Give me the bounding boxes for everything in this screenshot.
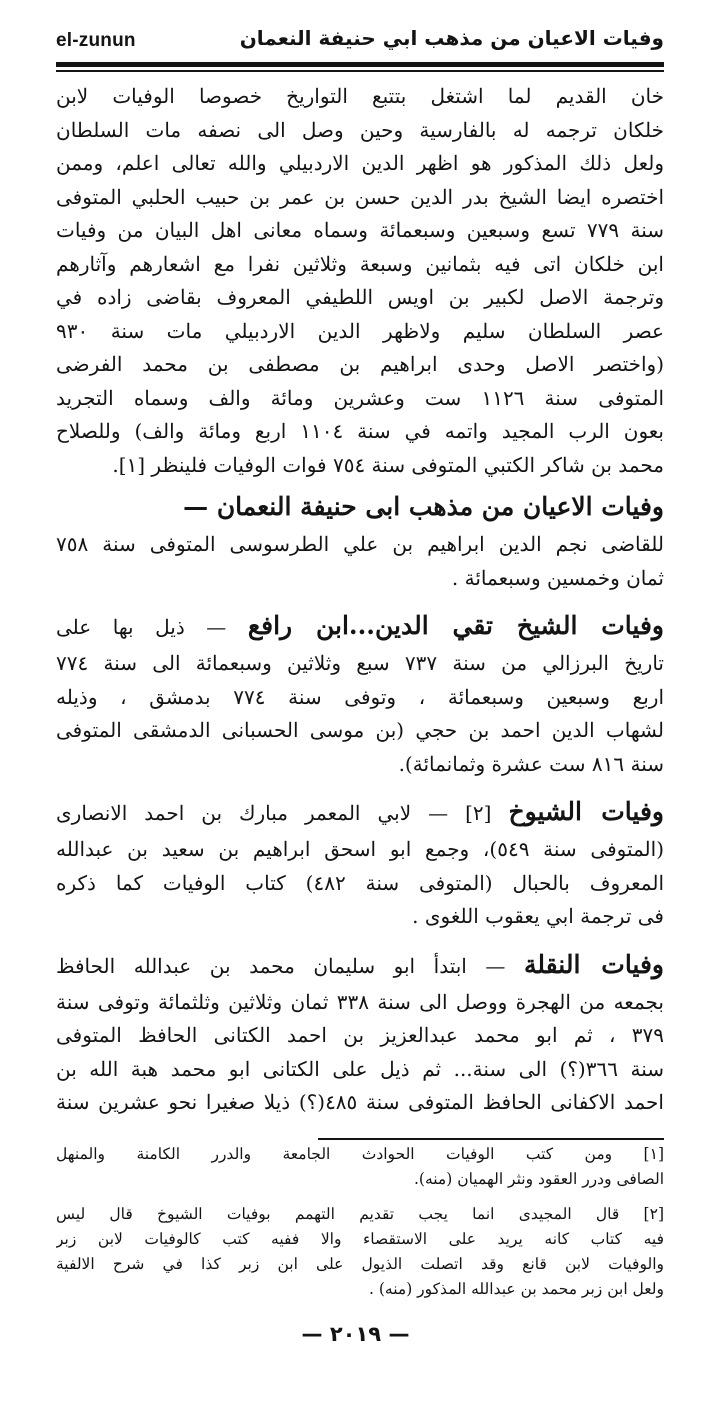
text-line: اختصره ايضا الشيخ بدر الدين حسن بن عمر بن حبيب الحلبي المتوفى [56, 184, 664, 209]
text-line: سنة ٧٧٩ تسع وسبعين وسبعمائة وسماه معانى اهل البيان من وفيات [56, 218, 664, 242]
text-line: احمد الاكفانى الحافظ المتوفى سنة ٤٨٥(؟) ذيلا صغيرا نحو عشرين سنة [56, 1090, 664, 1114]
page-number: — ٢٠١٩ — [301, 1322, 410, 1346]
paragraph-1 [56, 80, 664, 482]
text-line: (واختصر الاصل وحدى ابراهيم بن مصطفى بن محمد الفرضى [56, 352, 664, 376]
running-title: وفيات الاعيان من مذهب ابي حنيفة النعمان [239, 26, 664, 50]
text-line: خان القديم لما اشتغل بتتبع التواريخ خصوصا الوفيات لابن [56, 84, 664, 108]
text-line: فى ترجمة ابي يعقوب اللغوى . [412, 904, 664, 928]
text-line: المعروف بالحبال (المتوفى سنة ٤٨٢) كتاب الوفيات كما ذكره [56, 870, 664, 895]
entry-heading-rest: — ذيل بها على [56, 615, 248, 639]
footnote-line: الصافى ودرر العقود ونثر الهميان (منه). [413, 1170, 664, 1188]
footnote-2 [56, 1202, 664, 1302]
footnote-line: [١] ومن كتب الوفيات الحوادث الجامعة والدرر الكامنة والمنهل [56, 1145, 664, 1163]
text-line: اربع وسبعين وسبعمائة ، وتوفى سنة ٧٧٤ بدمشق ، وذيله [56, 684, 664, 709]
text-line: ثمان وخمسين وسبعمائة . [451, 565, 664, 590]
text-line: ٣٧٩ ، ثم ابو محمد عبدالعزيز بن احمد الكتانى الحافظ المتوفى [56, 1023, 664, 1047]
entry-heading-ibn-rafi [56, 601, 664, 647]
header-latin-text: el-zunun [56, 30, 136, 51]
text-line: سنة ٨١٦ ست عشرة وثمانمائة). [398, 751, 664, 776]
text-line: ولعل ذلك المذكور هو اظهر الدين الاردبيلي والله تعالى اعلم، وممن [56, 151, 664, 175]
entry-heading-wafayat-al-naqala [56, 940, 664, 986]
footnote-line: ولعل ابن زبر محمد بن عبدالله المذكور (منه) . [369, 1280, 664, 1298]
entry-heading-wafayat-al-ayan: وفيات الاعيان من مذهب ابى حنيفة النعمان — [183, 492, 664, 521]
text-line: لشهاب الدين احمد بن حجي (بن موسى الحسبانى الدمشقى المتوفى [56, 718, 664, 742]
text-line: خلكان ترجمه له بالفارسية وحين وصل الى نصفه مات السلطان [56, 117, 664, 142]
footnote-line: فيه كتاب كانه يريد على الاستقصاء والا ففيه كتب كالوفيات لابن زبر [56, 1230, 664, 1248]
header-rule-thin [56, 70, 664, 72]
entry-heading-rest: [٢] — لابي المعمر مبارك بن احمد الانصارى [56, 801, 509, 825]
paragraph-3 [56, 647, 664, 781]
text-line: ابن خلكان اتى فيه بثمانين وسبعة وثلاثين نفرا مع اشعارهم وآثارهم [56, 251, 664, 276]
entry-heading-bold: وفيات الشيوخ [508, 797, 664, 826]
paragraph-4 [56, 833, 664, 934]
text-line: بعون الرب المجيد واتمه في سنة ١١٠٤ اربع ومائة والف) وللصلاح [56, 419, 664, 443]
text-line: عصر السلطان سليم ولاظهر الدين الاردبيلي مات سنة ٩٣٠ [56, 318, 664, 343]
paragraph-5 [56, 986, 664, 1120]
text-line: المتوفى سنة ١١٢٦ ست وعشرين ومائة والف وسماه التجريد [56, 385, 664, 410]
footnote-separator [318, 1138, 664, 1140]
header-rule-thick [56, 62, 664, 67]
text-line: سنة ٣٦٦(؟) الى سنة... ثم ذيل على الكتانى ابو محمد هبة الله بن [56, 1056, 664, 1081]
text-line: وترجمة الاصل لكبير بن اويس اللطيفي المعروف بقاضى زاده في [56, 285, 664, 309]
entry-heading-wafayat-al-shuyukh [56, 787, 664, 833]
footnote-1 [56, 1142, 664, 1192]
text-line: محمد بن شاكر الكتبي المتوفى سنة ٧٥٤ فوات الوفيات فلينظر [١]. [112, 452, 664, 477]
footnote-line: والوفيات لابن قانع وقد اتصلت الذيول على ابن زبر كذا في شرح الالفية [56, 1255, 664, 1273]
entry-heading-bold: وفيات النقلة [523, 949, 664, 979]
page-header [56, 26, 664, 58]
text-line: بجمعه من الهجرة ووصل الى سنة ٣٣٨ ثمان وثلاثين وثلثمائة وتوفى سنة [56, 989, 664, 1014]
footnote-line: [٢] قال المجيدى انما يجب تقديم التهمم بوفيات الشيوخ قال ليس [56, 1205, 664, 1223]
text-line: تاريخ البرزالي من سنة ٧٣٧ سبع وثلاثين وسبعمائة الى سنة ٧٧٤ [56, 651, 664, 675]
entry-heading-bold: وفيات الشيخ تقي الدين...ابن رافع [247, 611, 664, 640]
text-line: (المتوفى سنة ٥٤٩)، وجمع ابو اسحق ابراهيم بن سعيد بن عبدالله [56, 837, 664, 861]
text-line: للقاضى نجم الدين ابراهيم بن علي الطرسوسى المتوفى سنة ٧٥٨ [56, 532, 664, 556]
main-text [56, 80, 664, 1120]
paragraph-2 [56, 528, 664, 595]
footnotes [56, 1142, 664, 1302]
entry-heading-rest: — ابتدأ ابو سليمان محمد بن عبدالله الحافظ [56, 953, 524, 978]
